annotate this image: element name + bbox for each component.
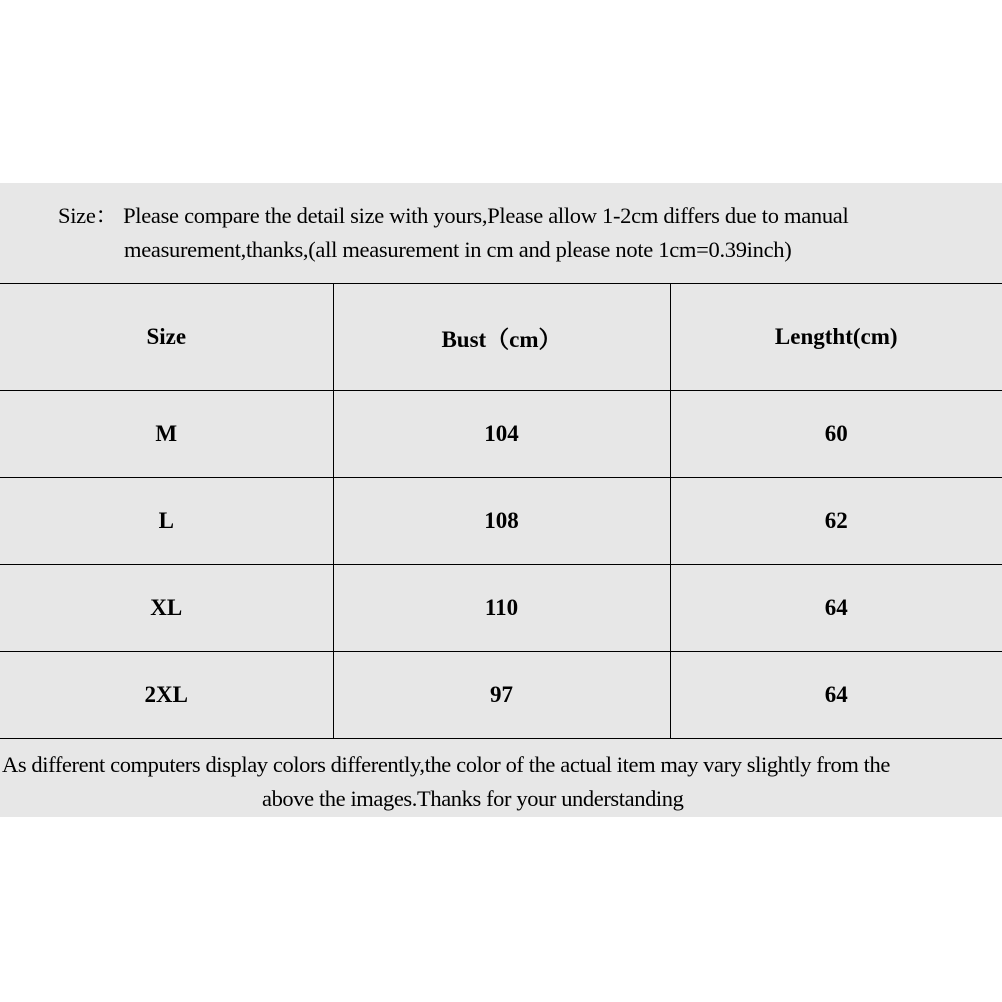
- length-cell: 64: [670, 652, 1002, 739]
- intro-line-2: measurement,thanks,(all measurement in cm and please note 1cm=0.39inch): [124, 237, 792, 262]
- bust-cell: 110: [333, 565, 670, 652]
- length-cell: 62: [670, 478, 1002, 565]
- size-intro-note: [0, 183, 1002, 283]
- header-bust: Bust（cm）: [333, 284, 670, 391]
- size-table: [0, 283, 1002, 739]
- table-row: [0, 391, 1002, 478]
- header-size: Size: [0, 284, 333, 391]
- size-cell: L: [0, 478, 333, 565]
- bust-cell: 108: [333, 478, 670, 565]
- header-length: Lengtht(cm): [670, 284, 1002, 391]
- intro-line-1: Size： Please compare the detail size with yours,Please allow 1-2cm differs due to manual: [58, 203, 849, 228]
- table-row: [0, 652, 1002, 739]
- table-row: [0, 565, 1002, 652]
- bust-cell: 97: [333, 652, 670, 739]
- bust-cell: 104: [333, 391, 670, 478]
- size-cell: 2XL: [0, 652, 333, 739]
- table-header-row: [0, 284, 1002, 391]
- table-row: [0, 478, 1002, 565]
- length-cell: 64: [670, 565, 1002, 652]
- length-cell: 60: [670, 391, 1002, 478]
- disclaimer-line-1: As different computers display colors differently,the color of the actual item may vary slightly from the: [2, 752, 890, 777]
- disclaimer-line-2: above the images.Thanks for your understanding: [262, 786, 684, 811]
- size-chart-panel: [0, 183, 1002, 817]
- size-cell: M: [0, 391, 333, 478]
- size-cell: XL: [0, 565, 333, 652]
